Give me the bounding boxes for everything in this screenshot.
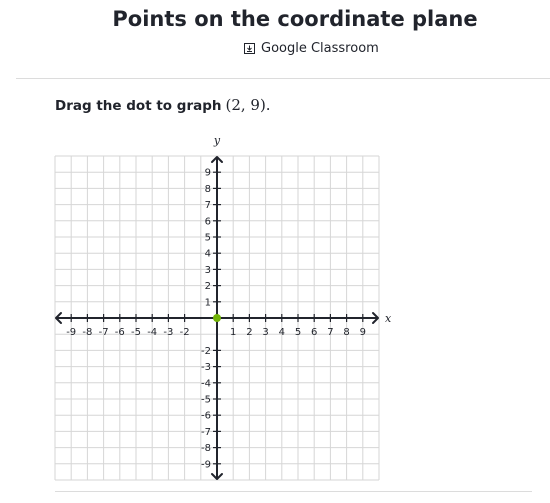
draggable-point[interactable] <box>213 314 221 322</box>
x-tick-label: 3 <box>262 327 269 338</box>
x-tick-label: -9 <box>66 327 77 338</box>
y-axis-label: y <box>213 134 221 147</box>
x-tick-label: -3 <box>163 327 174 338</box>
y-tick-label: -9 <box>201 459 211 471</box>
x-tick-label: 7 <box>327 327 334 338</box>
y-tick-label: -7 <box>201 426 211 438</box>
y-tick-label: 3 <box>204 264 211 276</box>
x-tick-label: -6 <box>114 327 125 338</box>
y-tick-label: 9 <box>204 167 211 179</box>
y-tick-label: -8 <box>201 443 211 455</box>
x-tick-label: -4 <box>147 327 158 338</box>
x-tick-label: 6 <box>311 327 318 338</box>
x-tick-label: 5 <box>294 327 302 338</box>
x-tick-label: 2 <box>246 327 253 338</box>
y-tick-label: -4 <box>201 378 211 390</box>
x-tick-label: -2 <box>179 327 190 338</box>
prompt-target-point: (2, 9). <box>225 96 271 114</box>
prompt-text: Drag the dot to graph <box>55 98 222 114</box>
x-tick-label: -8 <box>82 327 93 338</box>
page-title: Points on the coordinate plane <box>112 7 478 31</box>
x-tick-label: 9 <box>359 327 366 338</box>
y-tick-label: 2 <box>204 281 211 293</box>
footer-divider <box>55 491 532 492</box>
y-tick-label: 7 <box>204 200 211 212</box>
google-classroom-label: Google Classroom <box>261 40 379 56</box>
y-tick-label: -2 <box>201 345 211 357</box>
y-tick-label: 6 <box>204 216 211 228</box>
y-tick-label: -5 <box>201 394 211 406</box>
x-tick-label: -7 <box>98 327 109 338</box>
y-tick-label: 5 <box>204 232 211 244</box>
x-tick-label: 1 <box>230 327 237 338</box>
y-tick-label: -3 <box>201 362 211 374</box>
x-tick-label: 4 <box>278 327 285 338</box>
x-tick-label: -5 <box>131 327 141 338</box>
y-tick-label: 8 <box>204 183 211 195</box>
y-tick-label: -6 <box>201 410 211 422</box>
y-tick-label: 1 <box>204 297 211 309</box>
y-tick-label: 4 <box>204 248 211 260</box>
x-tick-label: 8 <box>343 327 350 338</box>
x-axis-label: x <box>385 312 392 325</box>
